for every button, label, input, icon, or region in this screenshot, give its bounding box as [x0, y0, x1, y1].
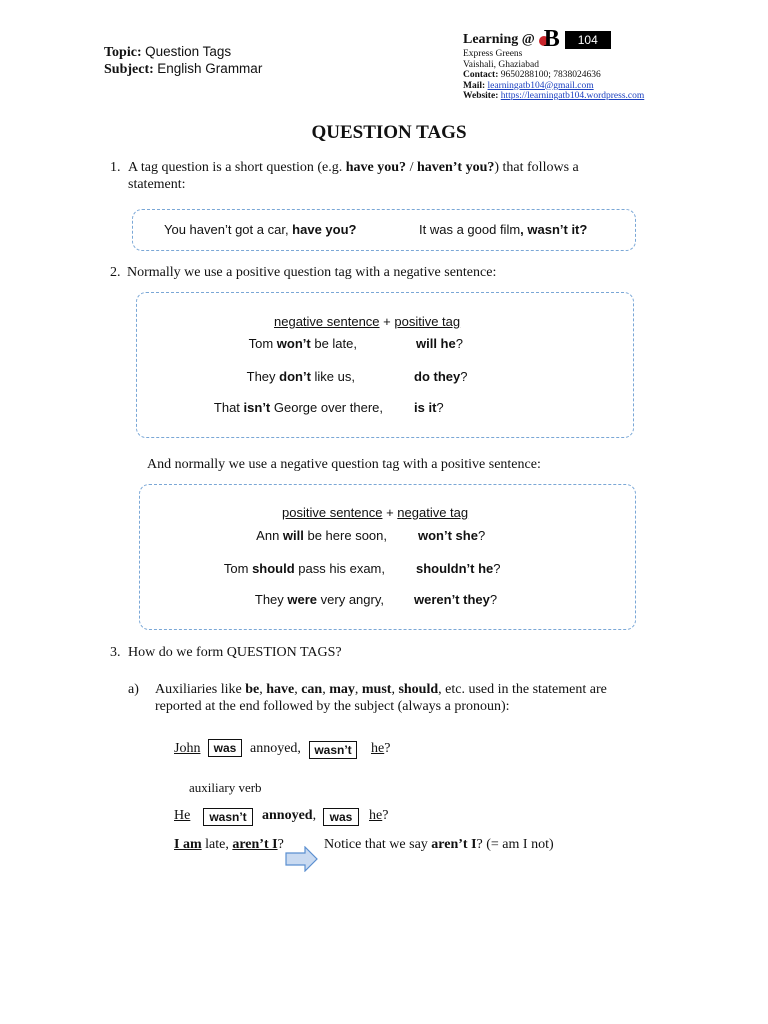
- example-2: It was a good film, wasn’t it?: [419, 222, 588, 237]
- item-3-number: 3.: [110, 645, 121, 660]
- example-havent-you: haven’t you?: [416, 160, 495, 175]
- mail-label: Mail:: [463, 80, 486, 91]
- example-subject-john: John: [174, 741, 201, 756]
- negative-tag-1: won’t she?: [418, 528, 486, 543]
- tag-box-wasnt: wasn’t: [309, 741, 357, 759]
- example-subject-he: He: [174, 808, 191, 823]
- example-1: You haven’t got a car, have you?: [164, 222, 357, 237]
- positive-sentence-1: Ann will be here soon,: [256, 528, 387, 543]
- positive-tag-3: is it?: [414, 400, 444, 415]
- sub-item-a-text: Auxiliaries like be, have, can, may, must, should, etc. used in the statement are reported at the end followed by the subject (always a pronoun):: [155, 682, 607, 714]
- positive-rule-text: And normally we use a negative question tag with a positive sentence:: [147, 457, 541, 472]
- website-link[interactable]: https://learningatb104.wordpress.com: [500, 91, 645, 101]
- example-i-am-late: I am late, aren’t I?: [174, 837, 284, 852]
- negative-sentence-2: They don’t like us,: [246, 369, 355, 384]
- brand-number-badge: 104: [565, 31, 611, 49]
- document-meta: [104, 44, 262, 78]
- topic-label: Topic:: [104, 45, 142, 60]
- subject-label: Subject:: [104, 62, 154, 77]
- negative-box-heading: negative sentence + positive tag: [274, 314, 461, 329]
- negative-tag-2: shouldn’t he?: [416, 561, 501, 576]
- auxiliary-verb-label: auxiliary verb: [189, 780, 262, 795]
- example-word-annoyed: annoyed,: [250, 741, 301, 756]
- example-tag-pronoun-he: he?: [371, 741, 391, 756]
- positive-box-heading: positive sentence + negative tag: [282, 505, 469, 520]
- positive-tag-1: will he?: [416, 336, 463, 351]
- negative-sentence-1: Tom won’t be late,: [248, 336, 357, 351]
- example-word-annoyed-2: annoyed,: [262, 808, 317, 823]
- positive-tag-2: do they?: [414, 369, 468, 384]
- item-3-text: How do we form QUESTION TAGS?: [128, 645, 342, 660]
- negative-sentence-3: That isn’t George over there,: [213, 400, 383, 415]
- contact-line: [463, 70, 743, 81]
- brand-block: [463, 26, 743, 102]
- page-title: QUESTION TAGS: [311, 122, 467, 143]
- subject-value: English Grammar: [157, 61, 263, 76]
- example-have-you: have you?: [345, 160, 407, 175]
- item-1-text: A tag question is a short question (e.g. have you? / haven’t you?) that follows a statement:: [128, 160, 579, 192]
- address-line-2: Vaishali, Ghaziabad: [463, 59, 539, 70]
- notice-arent-i: Notice that we say aren’t I? (= am I not): [324, 837, 554, 852]
- brand-logo-icon: B: [539, 31, 559, 49]
- auxiliary-box-wasnt: wasn’t: [203, 808, 253, 826]
- brand-title-row: [463, 26, 743, 52]
- address-line-1: Express Greens: [463, 49, 523, 59]
- tag-box-was: was: [323, 808, 359, 826]
- mail-line: [463, 81, 743, 92]
- negative-tag-3: weren’t they?: [414, 592, 498, 607]
- positive-sentence-3: They were very angry,: [254, 592, 384, 607]
- contact-value: 9650288100; 7838024636: [500, 70, 601, 80]
- mail-link[interactable]: learningatb104@gmail.com: [487, 80, 594, 91]
- topic-value: Question Tags: [145, 44, 232, 59]
- sub-item-a-label: a): [128, 682, 139, 697]
- website-line: [463, 91, 743, 102]
- website-label: Website:: [463, 91, 499, 101]
- contact-label: Contact:: [463, 70, 499, 80]
- right-arrow-icon: [285, 846, 319, 872]
- item-2-text: Normally we use a positive question tag with a negative sentence:: [127, 265, 497, 280]
- example-tag-pronoun-he-2: he?: [369, 808, 389, 823]
- brand-title: Learning @: [463, 32, 535, 47]
- item-2-number: 2.: [110, 265, 121, 280]
- item-1-number: 1.: [110, 160, 121, 175]
- auxiliary-box-was: was: [208, 739, 242, 757]
- positive-sentence-2: Tom should pass his exam,: [223, 561, 385, 576]
